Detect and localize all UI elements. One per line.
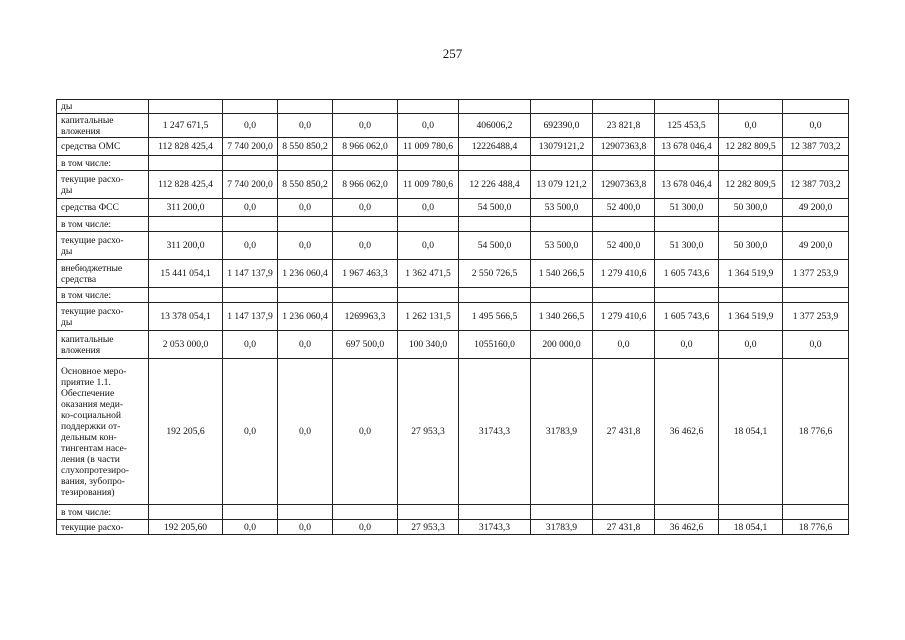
value-cell: 1 236 060,4 [278, 260, 333, 288]
value-cell: 8 966 062,0 [333, 138, 398, 156]
value-cell: 0,0 [333, 114, 398, 138]
value-cell: 12 226 488,4 [459, 171, 531, 199]
table-row [57, 138, 849, 156]
value-cell [398, 156, 459, 171]
value-cell [333, 156, 398, 171]
value-cell: 12 282 809,5 [719, 171, 783, 199]
row-label-line: тингентам насе- [61, 442, 127, 454]
value-cell [783, 288, 849, 303]
value-cell [531, 288, 593, 303]
value-cell [655, 505, 719, 520]
value-cell: 8 550 850,2 [278, 171, 333, 199]
value-cell [278, 156, 333, 171]
value-cell [783, 217, 849, 232]
row-label-line: текущие расхо- [61, 521, 124, 533]
value-cell: 311 200,0 [149, 232, 223, 260]
value-cell: 49 200,0 [783, 232, 849, 260]
value-cell: 112 828 425,4 [149, 171, 223, 199]
value-cell: 8 550 850,2 [278, 138, 333, 156]
value-cell: 0,0 [278, 331, 333, 359]
value-cell: 100 340,0 [398, 331, 459, 359]
value-cell: 27 431,8 [593, 520, 655, 535]
table-row [57, 288, 849, 303]
value-cell: 53 500,0 [531, 232, 593, 260]
value-cell: 13 678 046,4 [655, 138, 719, 156]
value-cell: 2 053 000,0 [149, 331, 223, 359]
value-cell: 0,0 [223, 520, 278, 535]
row-label-cell [57, 138, 149, 156]
value-cell [783, 156, 849, 171]
value-cell: 51 300,0 [655, 199, 719, 217]
value-cell [655, 100, 719, 114]
value-cell: 1 340 266,5 [531, 303, 593, 331]
table-row [57, 217, 849, 232]
value-cell: 49 200,0 [783, 199, 849, 217]
value-cell: 12 387 703,2 [783, 138, 849, 156]
value-cell: 8 966 062,0 [333, 171, 398, 199]
row-label-cell [57, 260, 149, 288]
value-cell: 11 009 780,6 [398, 138, 459, 156]
value-cell [149, 156, 223, 171]
value-cell [333, 288, 398, 303]
value-cell [223, 505, 278, 520]
value-cell: 12 387 703,2 [783, 171, 849, 199]
value-cell [398, 505, 459, 520]
value-cell [531, 505, 593, 520]
row-label-line: вложения [61, 344, 101, 356]
value-cell: 50 300,0 [719, 199, 783, 217]
value-cell [398, 217, 459, 232]
value-cell [719, 100, 783, 114]
row-label-line: Обеспечение [61, 387, 115, 399]
value-cell: 1 495 566,5 [459, 303, 531, 331]
table-row [57, 260, 849, 288]
value-cell [223, 100, 278, 114]
value-cell: 31743,3 [459, 520, 531, 535]
value-cell: 31783,9 [531, 520, 593, 535]
row-label-line: оказания меди- [61, 398, 124, 410]
row-label-line: ды [61, 245, 73, 257]
value-cell [278, 100, 333, 114]
row-label-cell [57, 303, 149, 331]
value-cell: 192 205,6 [149, 359, 223, 505]
row-label-line: в том числе: [61, 289, 112, 301]
table-row [57, 232, 849, 260]
value-cell: 0,0 [278, 199, 333, 217]
row-label-cell [57, 359, 149, 505]
value-cell [719, 505, 783, 520]
value-cell: 18 776,6 [783, 520, 849, 535]
value-cell: 0,0 [223, 232, 278, 260]
value-cell [593, 156, 655, 171]
value-cell: 18 054,1 [719, 359, 783, 505]
value-cell [655, 217, 719, 232]
value-cell [719, 156, 783, 171]
value-cell: 0,0 [398, 232, 459, 260]
value-cell: 0,0 [223, 114, 278, 138]
value-cell: 0,0 [223, 359, 278, 505]
table-row [57, 520, 849, 535]
value-cell: 0,0 [278, 114, 333, 138]
value-cell [719, 217, 783, 232]
budget-table [56, 99, 849, 535]
value-cell: 0,0 [333, 232, 398, 260]
value-cell: 0,0 [783, 331, 849, 359]
row-label-cell [57, 331, 149, 359]
value-cell: 112 828 425,4 [149, 138, 223, 156]
value-cell: 27 431,8 [593, 359, 655, 505]
value-cell [593, 288, 655, 303]
value-cell [593, 217, 655, 232]
value-cell [459, 505, 531, 520]
row-label-line: вания, зубопро- [61, 475, 125, 487]
value-cell: 36 462,6 [655, 520, 719, 535]
value-cell: 52 400,0 [593, 199, 655, 217]
table-row [57, 303, 849, 331]
value-cell: 1 247 671,5 [149, 114, 223, 138]
value-cell: 0,0 [278, 232, 333, 260]
value-cell: 1 605 743,6 [655, 260, 719, 288]
value-cell: 1 967 463,3 [333, 260, 398, 288]
value-cell: 0,0 [398, 114, 459, 138]
value-cell: 311 200,0 [149, 199, 223, 217]
value-cell: 0,0 [333, 520, 398, 535]
value-cell: 31783,9 [531, 359, 593, 505]
value-cell: 1 362 471,5 [398, 260, 459, 288]
value-cell: 0,0 [223, 199, 278, 217]
value-cell: 50 300,0 [719, 232, 783, 260]
table-row [57, 505, 849, 520]
value-cell: 0,0 [333, 199, 398, 217]
value-cell [531, 100, 593, 114]
value-cell: 7 740 200,0 [223, 171, 278, 199]
row-label-line: средства ОМС [61, 141, 121, 152]
value-cell [593, 505, 655, 520]
value-cell: 13 378 054,1 [149, 303, 223, 331]
value-cell [655, 156, 719, 171]
value-cell: 0,0 [783, 114, 849, 138]
row-label-line: внебюджетные [61, 262, 123, 274]
value-cell [398, 100, 459, 114]
value-cell: 54 500,0 [459, 232, 531, 260]
value-cell: 1 147 137,9 [223, 303, 278, 331]
value-cell [223, 217, 278, 232]
row-label-cell [57, 100, 149, 114]
row-label-line: поддержки от- [61, 420, 121, 432]
row-label-line: текущие расхо- [61, 173, 124, 185]
row-label-cell [57, 199, 149, 217]
page-number: 257 [442, 46, 463, 61]
table-row [57, 114, 849, 138]
value-cell [333, 100, 398, 114]
value-cell: 0,0 [223, 331, 278, 359]
row-label-line: вложения [61, 125, 101, 137]
row-label-line: Основное меро- [61, 365, 127, 377]
row-label-cell [57, 520, 149, 535]
row-label-line: ды [61, 101, 73, 112]
row-label-line: в том числе: [61, 157, 112, 169]
value-cell [333, 505, 398, 520]
value-cell: 1055160,0 [459, 331, 531, 359]
value-cell [593, 100, 655, 114]
value-cell [783, 505, 849, 520]
row-label-line: в том числе: [61, 506, 112, 518]
value-cell: 2 550 726,5 [459, 260, 531, 288]
value-cell [655, 288, 719, 303]
value-cell: 1 605 743,6 [655, 303, 719, 331]
value-cell: 1 377 253,9 [783, 303, 849, 331]
value-cell: 406006,2 [459, 114, 531, 138]
value-cell [459, 288, 531, 303]
value-cell: 12907363,8 [593, 171, 655, 199]
value-cell [149, 505, 223, 520]
row-label-line: ления (в части [61, 453, 120, 465]
value-cell [531, 217, 593, 232]
value-cell: 52 400,0 [593, 232, 655, 260]
row-label-line: ды [61, 316, 73, 328]
value-cell: 13 079 121,2 [531, 171, 593, 199]
value-cell: 200 000,0 [531, 331, 593, 359]
value-cell: 15 441 054,1 [149, 260, 223, 288]
value-cell: 1 540 266,5 [531, 260, 593, 288]
row-label-line: текущие расхо- [61, 305, 124, 317]
value-cell: 0,0 [719, 331, 783, 359]
value-cell: 23 821,8 [593, 114, 655, 138]
value-cell [149, 217, 223, 232]
row-label-line: ды [61, 184, 73, 196]
value-cell: 11 009 780,6 [398, 171, 459, 199]
value-cell [278, 505, 333, 520]
value-cell [398, 288, 459, 303]
table-body [57, 100, 849, 535]
row-label-cell [57, 288, 149, 303]
value-cell [278, 217, 333, 232]
value-cell: 0,0 [593, 331, 655, 359]
value-cell [459, 100, 531, 114]
value-cell [223, 288, 278, 303]
value-cell: 54 500,0 [459, 199, 531, 217]
row-label-line: тезирования) [61, 486, 115, 498]
value-cell: 13079121,2 [531, 138, 593, 156]
value-cell [783, 100, 849, 114]
value-cell: 125 453,5 [655, 114, 719, 138]
value-cell: 0,0 [719, 114, 783, 138]
value-cell [149, 100, 223, 114]
value-cell: 12 282 809,5 [719, 138, 783, 156]
row-label-cell [57, 217, 149, 232]
value-cell [223, 156, 278, 171]
row-label-line: средства [61, 273, 97, 285]
row-label-line: средства ФСС [61, 202, 119, 213]
value-cell: 53 500,0 [531, 199, 593, 217]
row-label-cell [57, 171, 149, 199]
table-row [57, 199, 849, 217]
value-cell: 1 147 137,9 [223, 260, 278, 288]
row-label-cell [57, 114, 149, 138]
value-cell: 13 678 046,4 [655, 171, 719, 199]
row-label-line: слухопротезиро- [61, 464, 129, 476]
value-cell: 1 364 519,9 [719, 260, 783, 288]
table-row [57, 100, 849, 114]
row-label-line: капитальные [61, 333, 114, 345]
row-label-line: капитальные [61, 114, 114, 126]
row-label-line: дельным кон- [61, 431, 117, 443]
value-cell: 1 377 253,9 [783, 260, 849, 288]
value-cell: 1 279 410,6 [593, 303, 655, 331]
value-cell: 12226488,4 [459, 138, 531, 156]
value-cell: 36 462,6 [655, 359, 719, 505]
row-label-cell [57, 232, 149, 260]
value-cell: 18 776,6 [783, 359, 849, 505]
value-cell: 0,0 [398, 199, 459, 217]
row-label-line: текущие расхо- [61, 234, 124, 246]
value-cell [531, 156, 593, 171]
value-cell [333, 217, 398, 232]
table-row [57, 331, 849, 359]
row-label-line: ко-социальной [61, 409, 122, 421]
value-cell: 1269963,3 [333, 303, 398, 331]
value-cell: 7 740 200,0 [223, 138, 278, 156]
value-cell: 1 364 519,9 [719, 303, 783, 331]
row-label-line: приятие 1.1. [61, 376, 111, 388]
value-cell [278, 288, 333, 303]
value-cell: 192 205,60 [149, 520, 223, 535]
table-row [57, 156, 849, 171]
value-cell: 27 953,3 [398, 520, 459, 535]
table-row [57, 171, 849, 199]
value-cell [149, 288, 223, 303]
value-cell: 692390,0 [531, 114, 593, 138]
table-row [57, 359, 849, 505]
value-cell: 12907363,8 [593, 138, 655, 156]
value-cell: 18 054,1 [719, 520, 783, 535]
row-label-cell [57, 505, 149, 520]
value-cell: 27 953,3 [398, 359, 459, 505]
value-cell: 0,0 [278, 520, 333, 535]
value-cell: 1 262 131,5 [398, 303, 459, 331]
value-cell: 1 236 060,4 [278, 303, 333, 331]
value-cell: 31743,3 [459, 359, 531, 505]
value-cell: 0,0 [278, 359, 333, 505]
value-cell: 0,0 [655, 331, 719, 359]
value-cell [719, 288, 783, 303]
value-cell: 1 279 410,6 [593, 260, 655, 288]
value-cell: 51 300,0 [655, 232, 719, 260]
value-cell [459, 156, 531, 171]
value-cell: 0,0 [333, 359, 398, 505]
row-label-line: в том числе: [61, 218, 112, 230]
value-cell [459, 217, 531, 232]
row-label-cell [57, 156, 149, 171]
value-cell: 697 500,0 [333, 331, 398, 359]
